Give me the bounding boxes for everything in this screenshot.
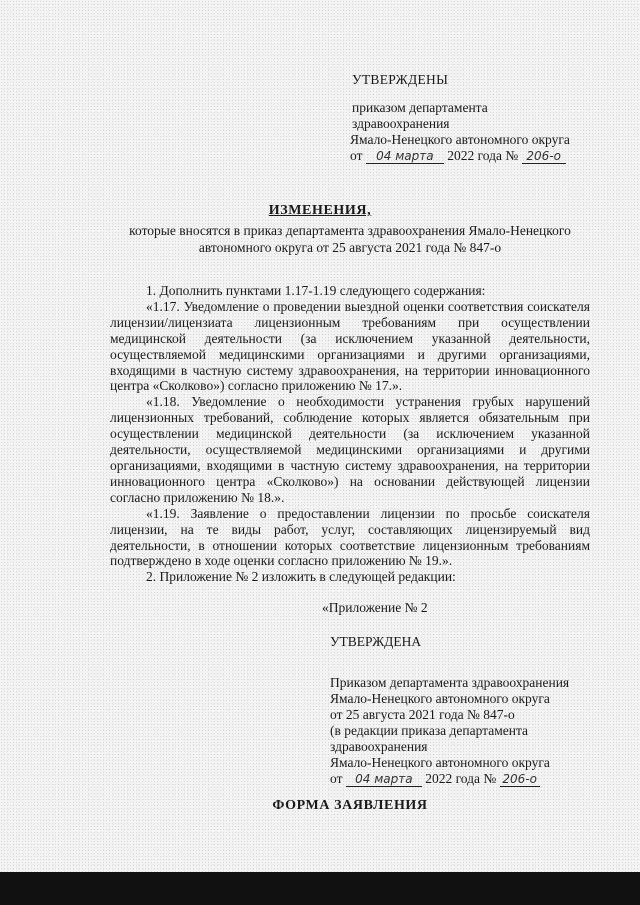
paragraph: «1.19. Заявление о предоставлении лицензии по просьбе соискателя лицензии, на те виды работ, услуг, составляющих лицензируемый вид деятельности, в отношении которых соответствие лицензионным требованиям подтверждено в ходе оценки согласно приложению № 19.». — [110, 505, 590, 569]
date-prefix: от — [330, 771, 343, 786]
handwritten-date: 04 марта — [346, 773, 422, 787]
approval-block — [352, 72, 570, 164]
document-body — [110, 283, 590, 585]
attachment-line: здравоохранения — [330, 739, 428, 754]
approval-line: Ямало-Ненецкого автономного округа — [350, 132, 570, 147]
handwritten-number: 206-о — [500, 773, 540, 787]
scan-border — [0, 872, 640, 905]
paragraph: «1.17. Уведомление о проведении выездной оценки соответствия соискателя лицензии/лицензиата лицензионным требованиям при осуществлении медицинской деятельности (за исключением указанной деятельности, осуществляемой медицинскими организациями и другими организациями, входящими в частную систему здравоохранения, на территории инновационного центра «Сколково») согласно приложению № 17.». — [110, 298, 590, 394]
attachment-line: Приказом департамента здравоохранения — [330, 675, 570, 690]
paragraph: 2. Приложение № 2 изложить в следующей редакции: — [146, 569, 456, 585]
attachment-line: Ямало-Ненецкого автономного округа — [330, 755, 550, 770]
form-title: ФОРМА ЗАЯВЛЕНИЯ — [272, 798, 428, 813]
document-title: ИЗМЕНЕНИЯ, — [268, 203, 372, 218]
attachment-line: Ямало-Ненецкого автономного округа — [330, 691, 550, 706]
attachment-date-line — [330, 771, 569, 787]
attachment-approved-heading: УТВЕРЖДЕНА — [330, 634, 422, 649]
date-prefix: от — [350, 148, 363, 163]
approval-line: приказом департамента — [352, 100, 488, 115]
attachment-line: от 25 августа 2021 года № 847-о — [330, 707, 515, 722]
document-subtitle: которые вносятся в приказ департамента здравоохранения Ямало-Ненецкого автономного округа от 25 августа 2021 года № 847-о — [129, 223, 571, 255]
attachment-line: (в редакции приказа департамента — [330, 723, 529, 738]
approved-heading: УТВЕРЖДЕНЫ — [352, 72, 449, 87]
paragraph: «1.18. Уведомление о необходимости устранения грубых нарушений лицензионных требований, соблюдение которых является обязательным при осуществлении медицинской деятельности (за исключением указанной деятельности, осуществляемой медицинскими организациями и другими организациями, входящими в частную систему здравоохранения, на территории инновационного центра «Сколково») на основании действующей лицензии согласно приложению № 18.». — [110, 394, 590, 505]
handwritten-date: 04 марта — [366, 150, 444, 164]
date-suffix: 2022 года № — [425, 771, 497, 786]
approval-line: здравоохранения — [352, 116, 450, 131]
paragraph: 1. Дополнить пунктами 1.17-1.19 следующего содержания: — [146, 283, 486, 298]
approval-date-line — [350, 148, 570, 164]
handwritten-number: 206-о — [522, 150, 566, 164]
attachment-label: «Приложение № 2 — [322, 600, 428, 615]
date-suffix: 2022 года № — [447, 148, 519, 163]
attachment-approval-block — [330, 675, 569, 787]
